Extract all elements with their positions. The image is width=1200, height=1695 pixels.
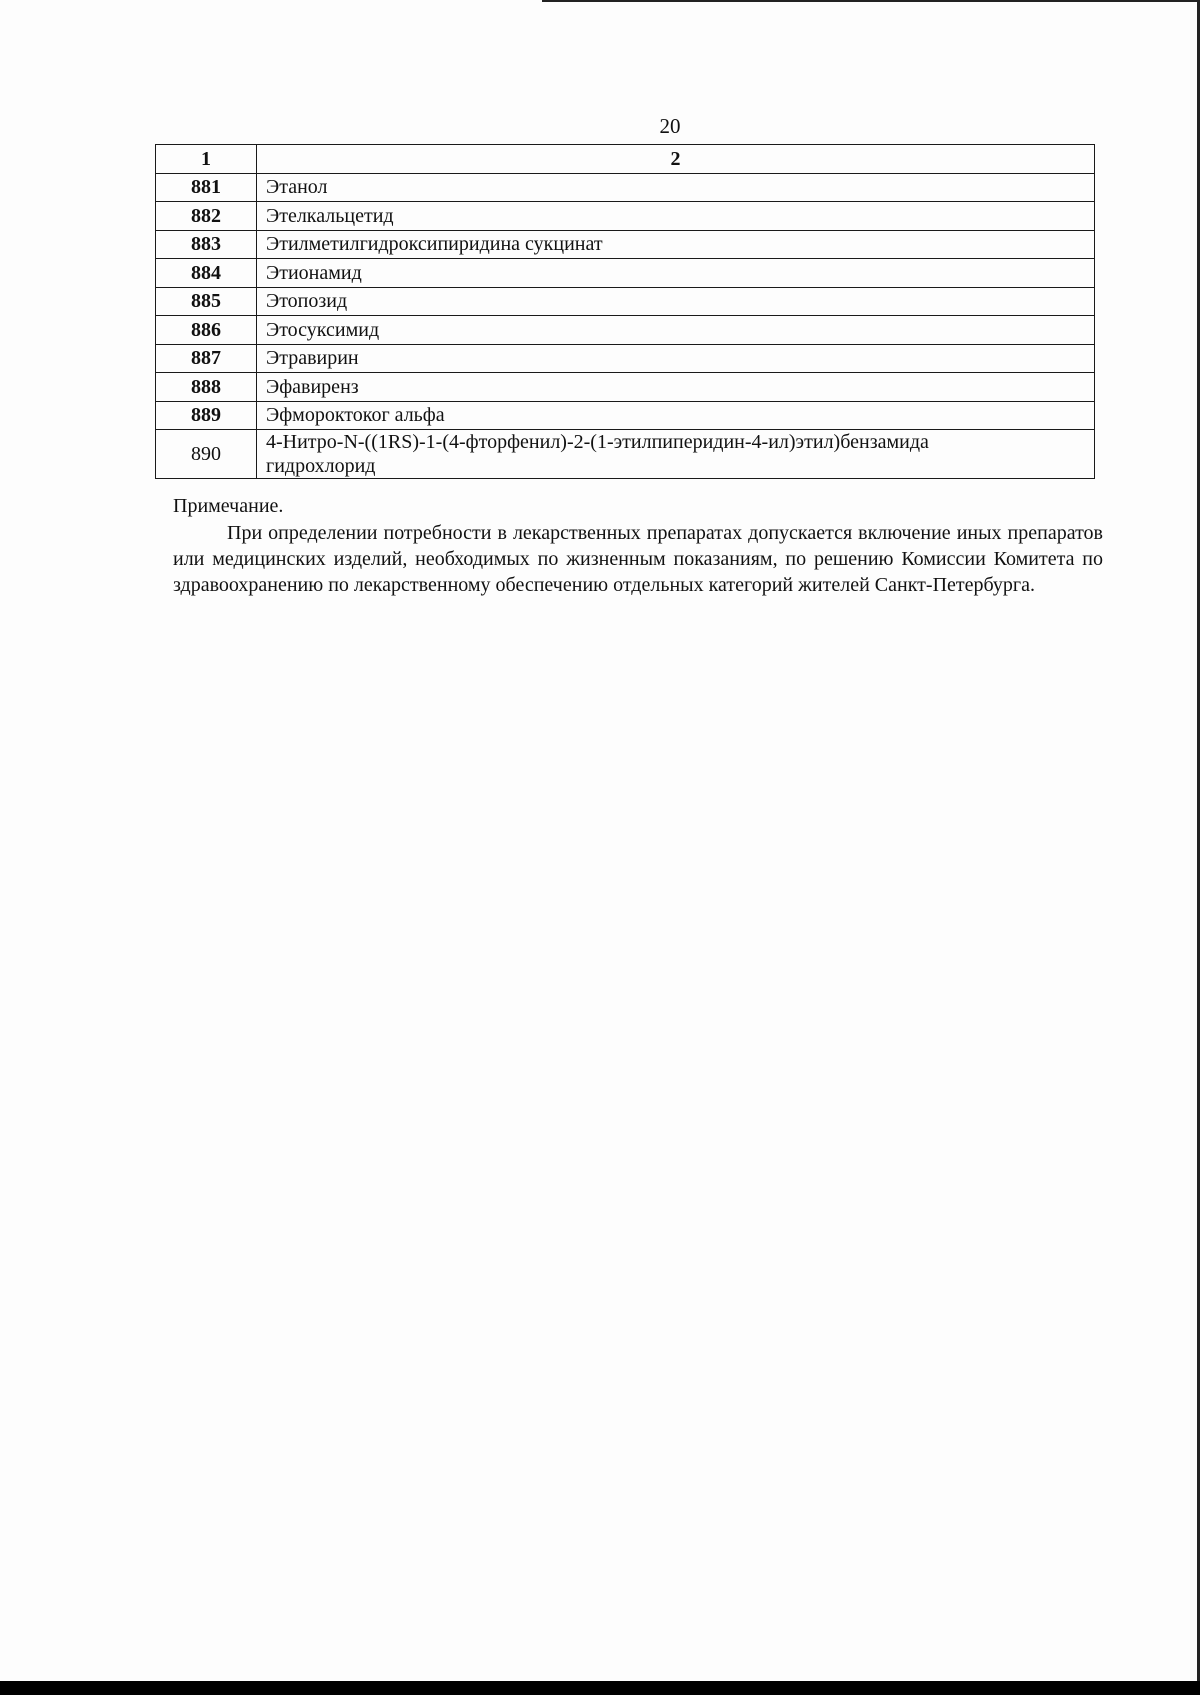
table-row: [156, 344, 1095, 373]
row-number: 885: [156, 287, 257, 316]
row-number: 886: [156, 316, 257, 345]
column-header-name: 2: [257, 145, 1095, 174]
row-name: Этосуксимид: [257, 316, 1095, 345]
row-name: Этионамид: [257, 259, 1095, 288]
row-name-line-1: 4-Нитро-N-((1RS)-1-(4-фторфенил)-2-(1-этилпиперидин-4-ил)этил)бензамида: [266, 431, 929, 453]
row-number: 890: [156, 430, 257, 479]
table-row: [156, 401, 1095, 430]
row-name: Этравирин: [257, 344, 1095, 373]
row-number: 888: [156, 373, 257, 402]
table-row: [156, 287, 1095, 316]
row-name: Этилметилгидроксипиридина сукцинат: [257, 230, 1095, 259]
row-name: Этелкальцетид: [257, 202, 1095, 231]
row-name-line-2: гидрохлорид: [266, 455, 376, 477]
table-row: [156, 259, 1095, 288]
table-row: [156, 373, 1095, 402]
medication-table: [155, 144, 1095, 479]
table-row: [156, 202, 1095, 231]
note-title: Примечание.: [173, 495, 284, 517]
row-number: 882: [156, 202, 257, 231]
row-name: Этанол: [257, 173, 1095, 202]
row-name: Эфавиренз: [257, 373, 1095, 402]
row-number: 889: [156, 401, 257, 430]
row-name: Этопозид: [257, 287, 1095, 316]
row-number: 887: [156, 344, 257, 373]
row-name: Эфмороктоког альфа: [257, 401, 1095, 430]
page-number: 20: [659, 114, 681, 138]
table-header-row: [156, 145, 1095, 174]
scan-edge-top: [542, 0, 1200, 2]
column-header-number: 1: [156, 145, 257, 174]
table-row: [156, 230, 1095, 259]
note-text: При определении потребности в лекарственных препаратах допускается включение иных препаратов или медицинских изделий, необходимых по жизненным показаниям, по решению Комиссии Комитета по здравоохранению по лекарственному обеспечению отдельных категорий жителей Санкт-Петербурга.: [173, 522, 1103, 596]
row-number: 881: [156, 173, 257, 202]
table-row: [156, 430, 1095, 479]
table-row: [156, 173, 1095, 202]
row-name: [257, 430, 1095, 479]
row-number: 883: [156, 230, 257, 259]
table-row: [156, 316, 1095, 345]
row-number: 884: [156, 259, 257, 288]
